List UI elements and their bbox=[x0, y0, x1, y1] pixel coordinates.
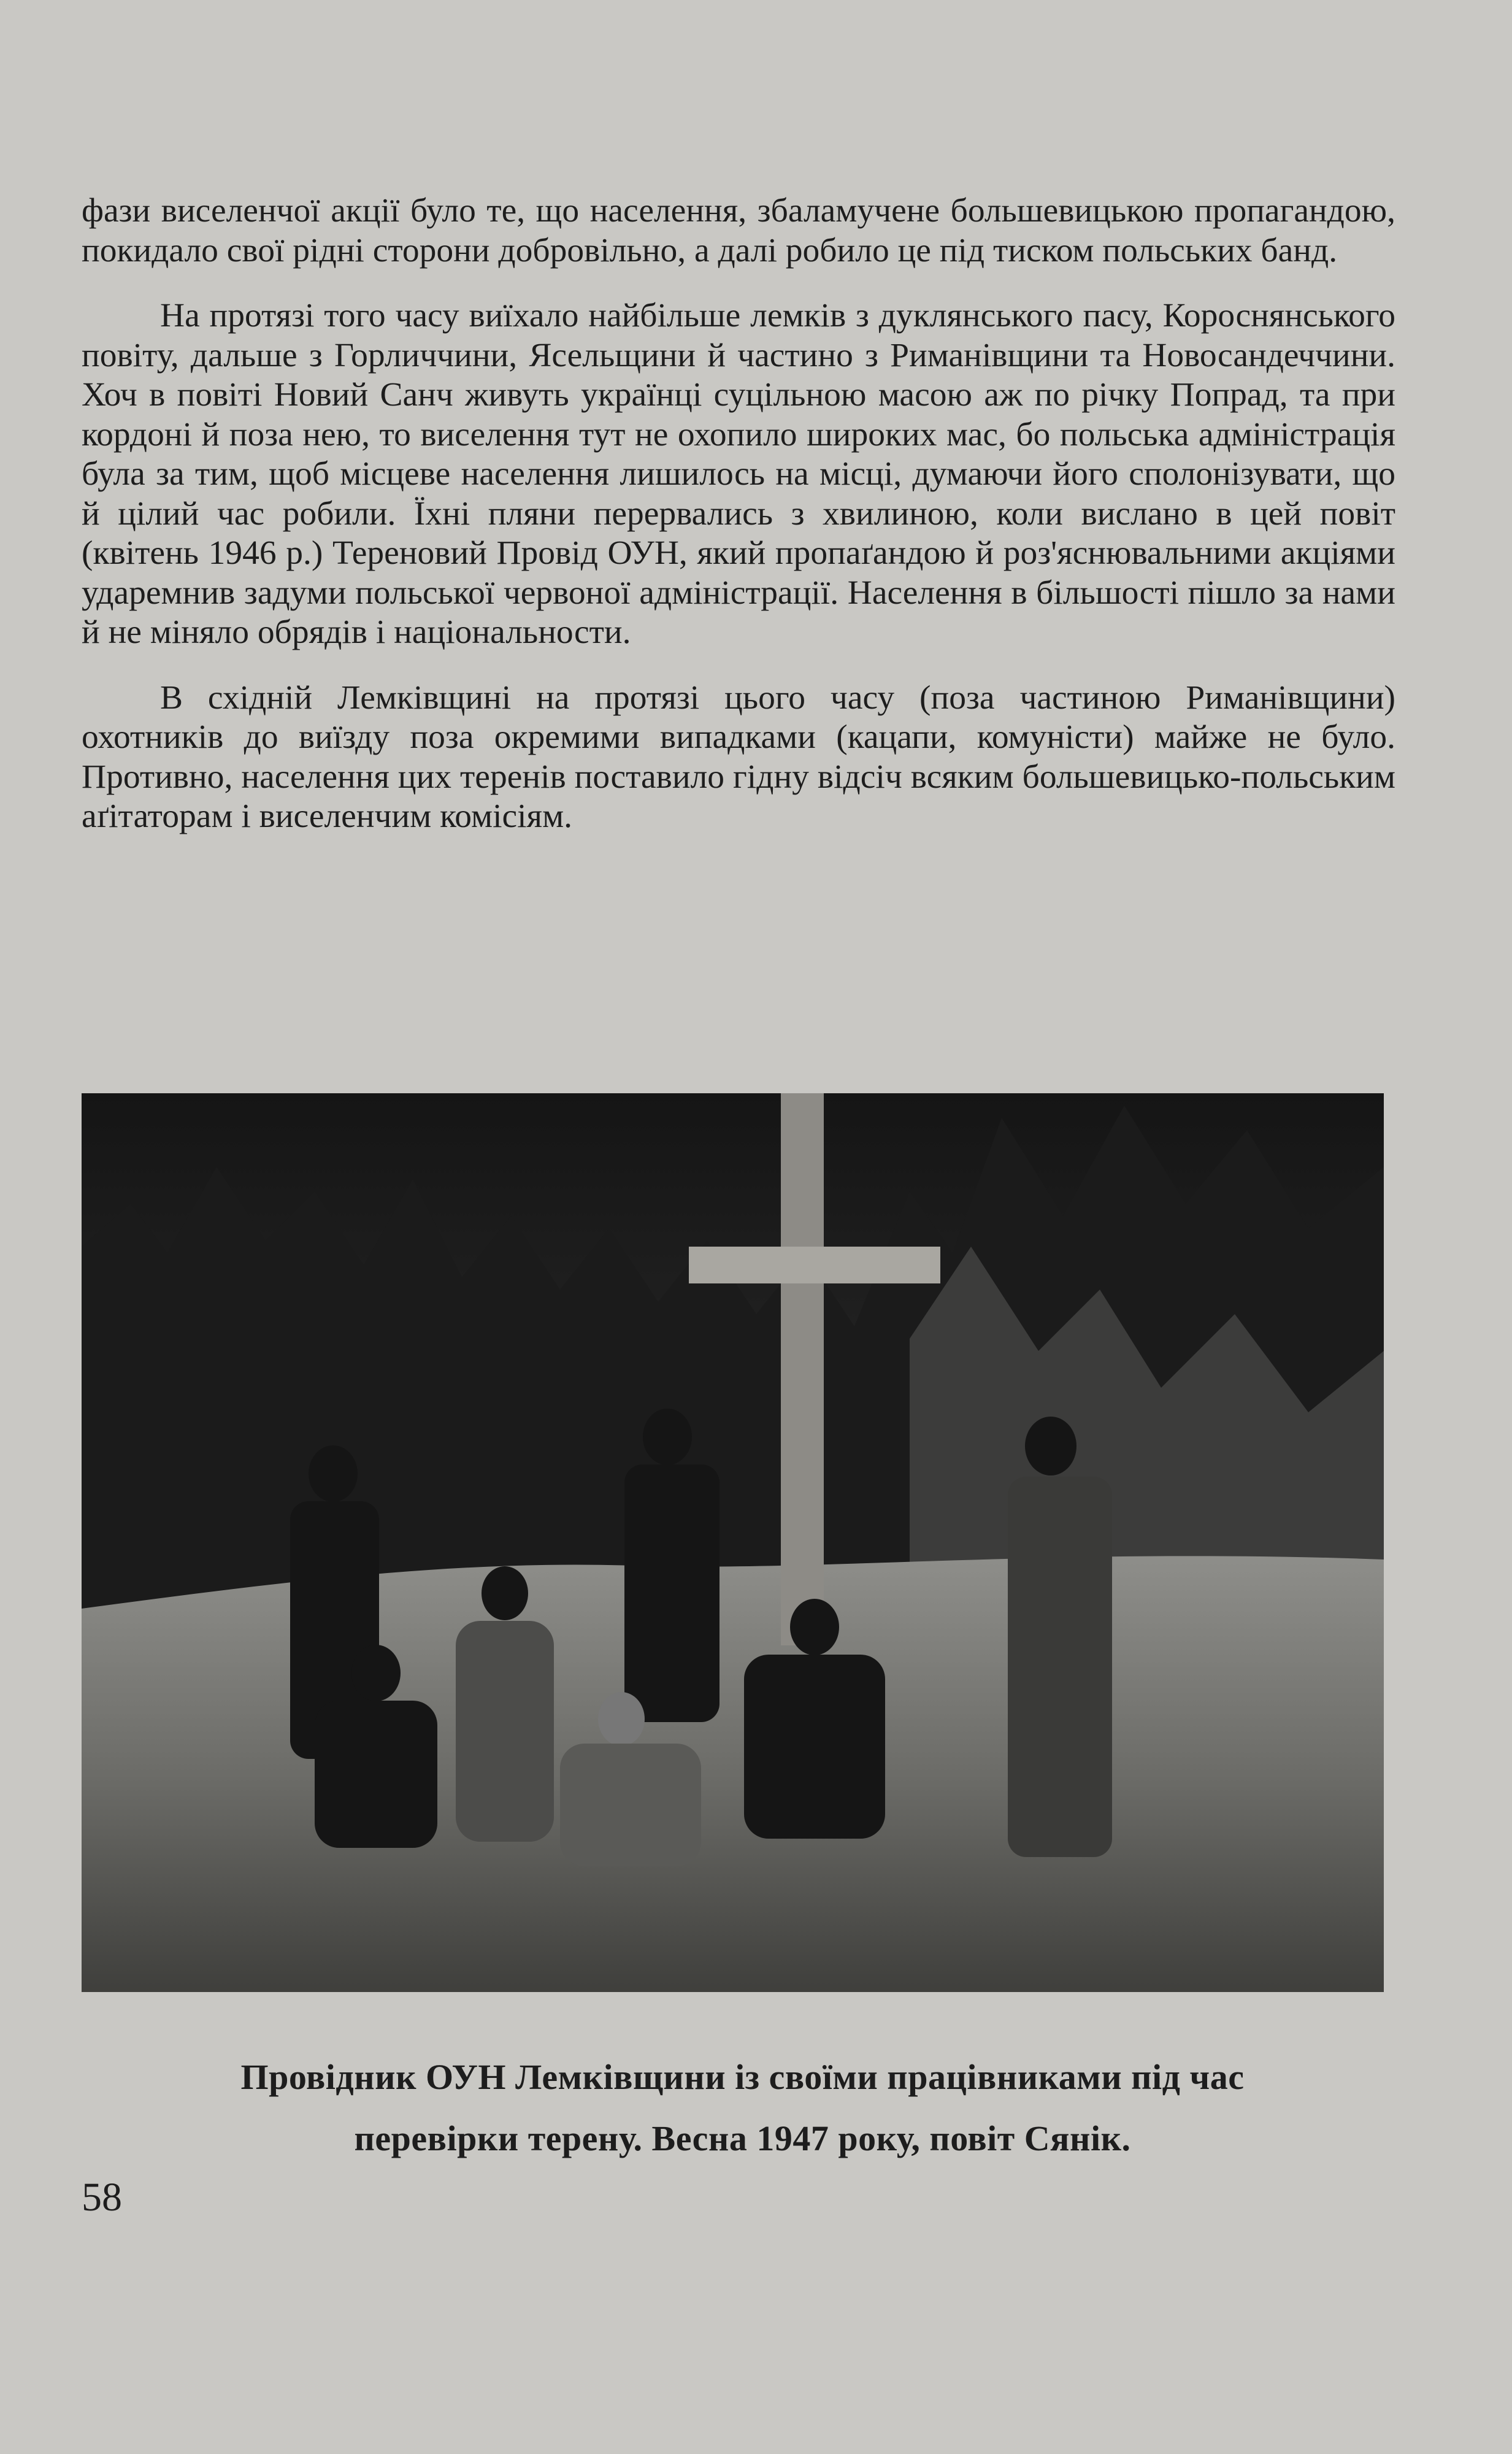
page-number: 58 bbox=[82, 2175, 122, 2220]
caption-line-1: Провідник ОУН Лемківщини із своїми працівниками під час bbox=[240, 2057, 1245, 2097]
body-text bbox=[82, 191, 1395, 863]
group-photograph bbox=[82, 1093, 1384, 1992]
paragraph-resettlement-regions: На протязі того часу виїхало найбільше лемків з дуклянського пасу, Короснянського повіту, дальше з Горличчини, Ясельщини й частино з Риманівщини та Новосандеччини. Хоч в повіті Новий Санч живуть українці суцільною масою аж по річку Попрад, та при кордоні й поза нею, то виселення тут не охопило широких мас, бо польська адміністрація була за тим, щоб місцеве населення лишилось на місці, думаючи його сполонізувати, що й цілий час робили. Їхні пляни перервались з хвилиною, коли вислано в цей повіт (квітень 1946 р.) Тереновий Провід ОУН, який пропаґандою й роз'яснювальними акціями ударемнив задуми польської червоної адміністрації. Населення в більшості пішло за нами й не міняло обрядів і національности. bbox=[82, 297, 1395, 651]
photograph-icon bbox=[82, 1093, 1384, 1992]
caption-line-2: перевірки терену. Весна 1947 року, повіт Сянік. bbox=[354, 2118, 1131, 2158]
photo-caption bbox=[82, 2047, 1403, 2169]
paragraph-eastern-lemko-region: В східній Лемківщині на протязі цього часу (поза частиною Риманівщини) охотників до виїзду поза окремими випадками (кацапи, комуністи) майже не було. Противно, населення цих теренів поставило гідну відсіч всяким большевицько-польським аґітаторам і виселенчим комісіям. bbox=[82, 679, 1395, 835]
paragraph-continuation: фази виселенчої акції було те, що населення, збаламучене большевицькою пропагандою, покидало свої рідні сторони добровільно, а далі робило це під тиском польських банд. bbox=[82, 192, 1395, 269]
